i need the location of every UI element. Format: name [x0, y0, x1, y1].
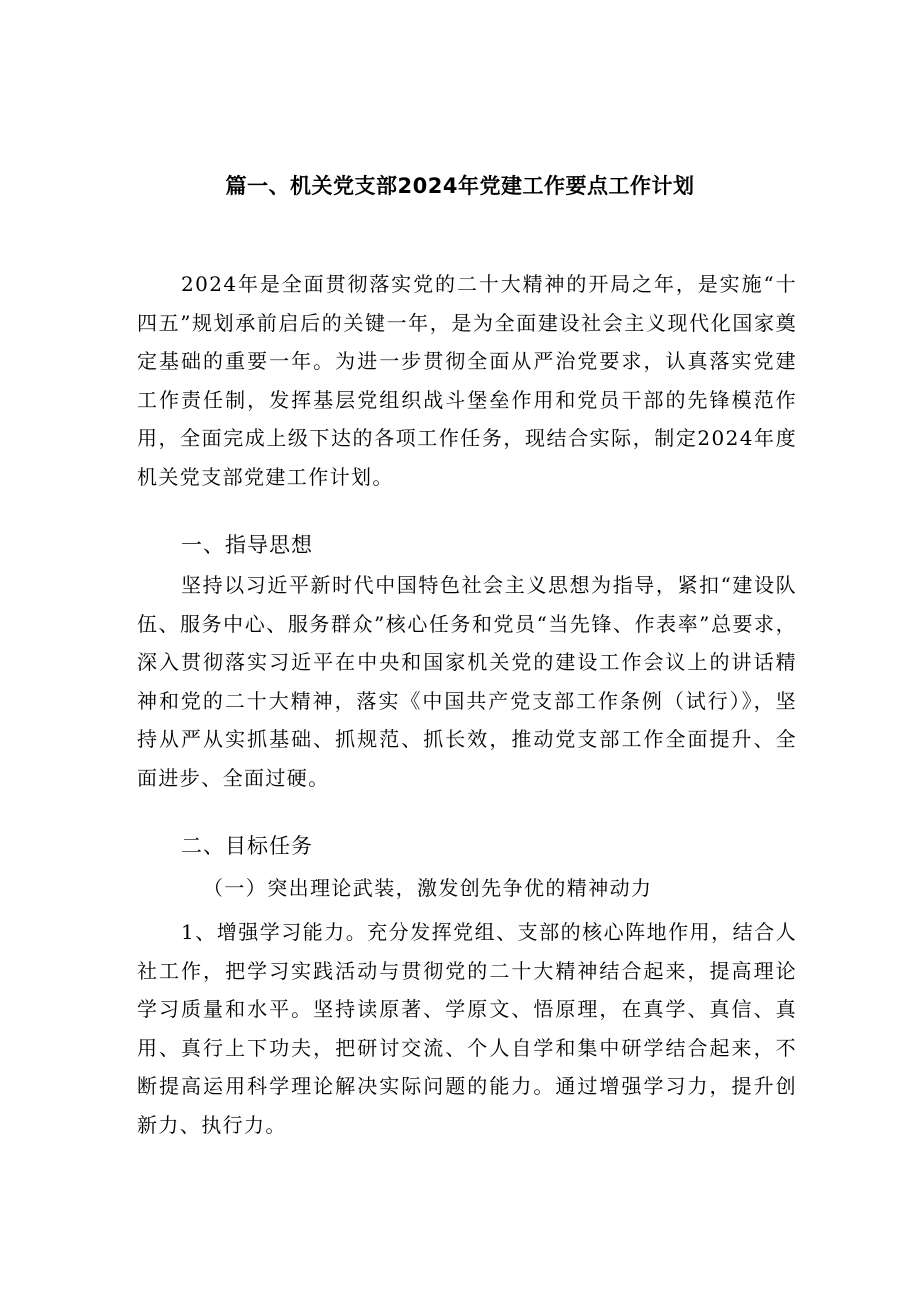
document-title: 篇一、机关党支部2024年党建工作要点工作计划: [225, 174, 695, 198]
guiding-ideology-paragraph: 坚持以习近平新时代中国特色社会主义思想为指导，紧扣“建设队伍、服务中心、服务群众”核心任务和党员“当先锋、作表率”总要求，深入贯彻落实习近平在中央和国家机关党的建设工作会议上的讲话精神和党的二十大精神，落实《中国共产党支部工作条例（试行）》，坚持从严从实抓基础、抓规范、抓长效，推动党支部工作全面提升、全面进步、全面过硬。: [137, 573, 797, 790]
section-heading-guiding-ideology: 一、指导思想: [181, 533, 313, 557]
item-paragraph-learning: 1、增强学习能力。充分发挥党组、支部的核心阵地作用，结合人社工作，把学习实践活动与贯彻党的二十大精神结合起来，提高理论学习质量和水平。坚持读原著、学原文、悟原理，在真学、真信、真用、真行上下功夫，把研讨交流、个人自学和集中研学结合起来，不断提高运用科学理论解决实际问题的能力。通过增强学习力，提升创新力、执行力。: [137, 920, 797, 1137]
section-heading-goals-tasks: 二、目标任务: [181, 834, 313, 858]
intro-paragraph: 2024年是全面贯彻落实党的二十大精神的开局之年，是实施“十四五”规划承前启后的关键一年，是为全面建设社会主义现代化国家奠定基础的重要一年。为进一步贯彻全面从严治党要求，认真落实党建工作责任制，发挥基层党组织战斗堡垒作用和党员干部的先锋模范作用，全面完成上级下达的各项工作任务，现结合实际，制定2024年度机关党支部党建工作计划。: [137, 272, 797, 489]
subsection-heading-theory: （一）突出理论武装，激发创先争优的精神动力: [203, 876, 653, 900]
